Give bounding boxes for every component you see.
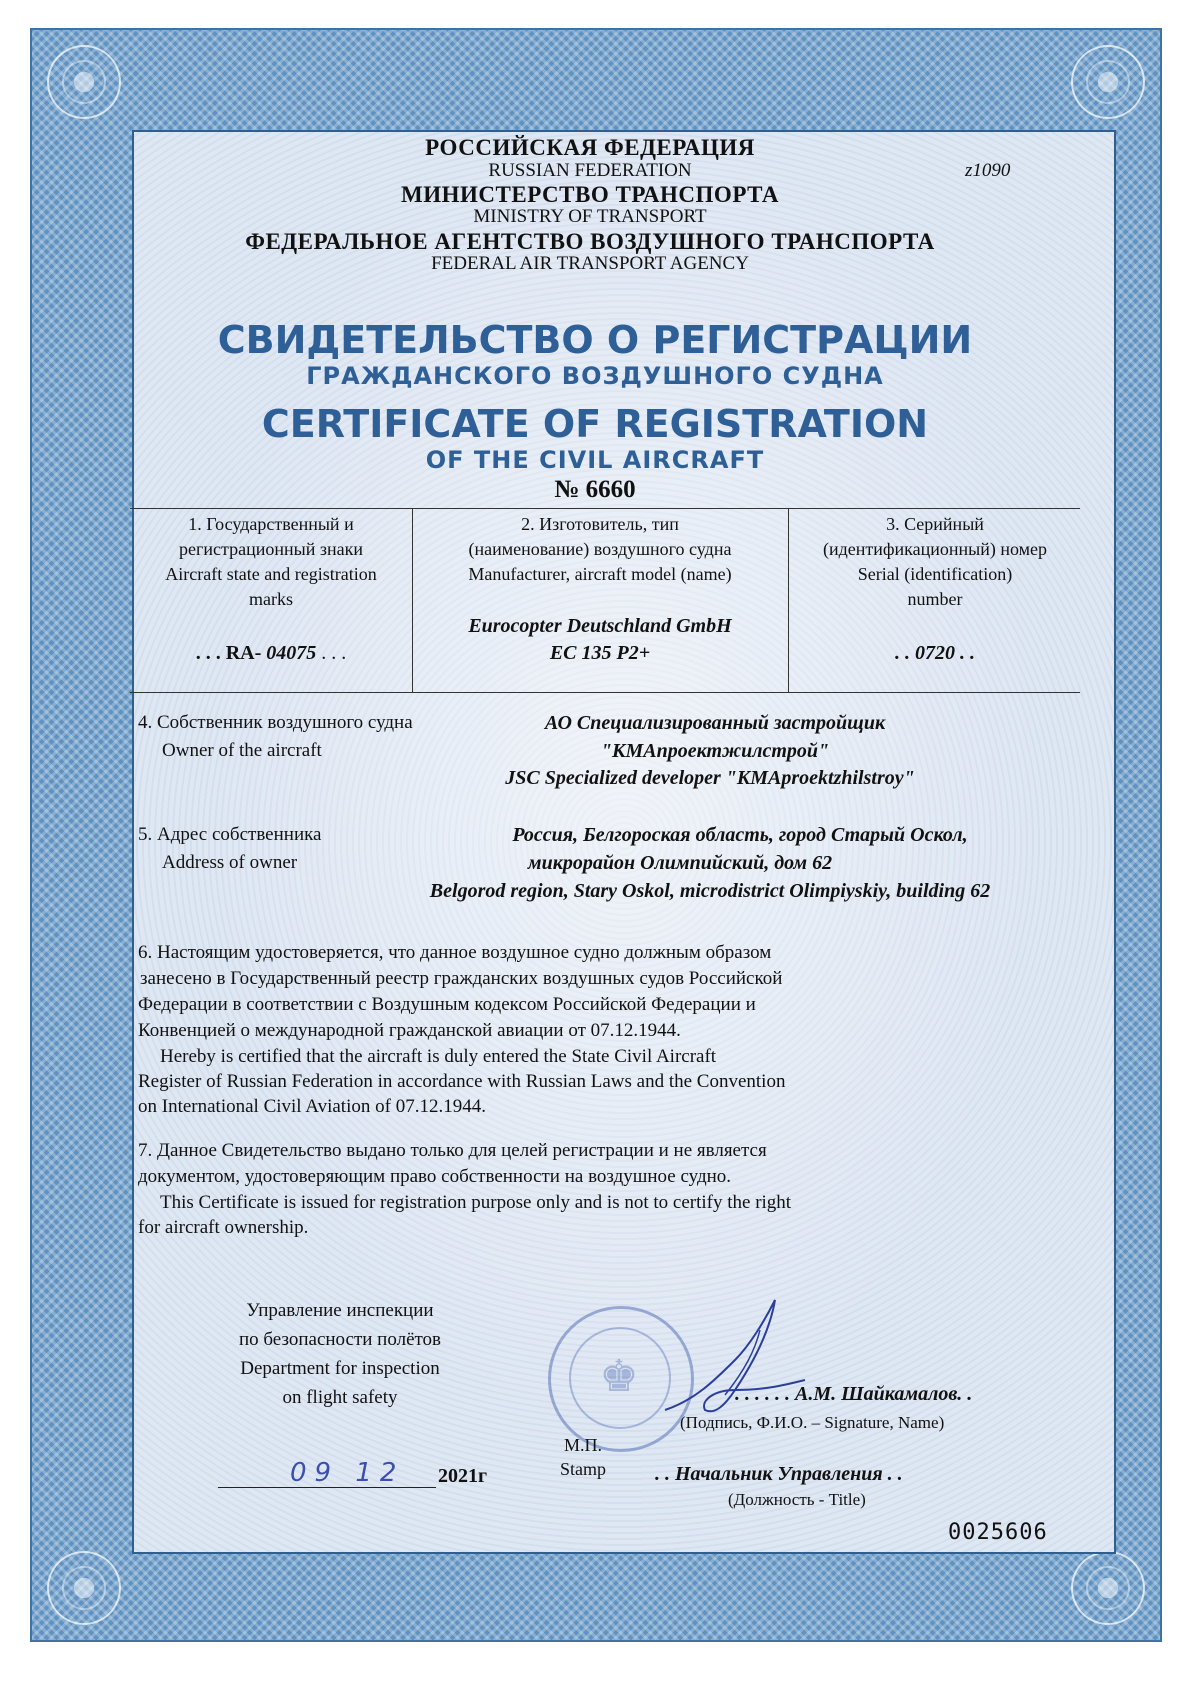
title-ru-line2: ГРАЖДАНСКОГО ВОЗДУШНОГО СУДНА [306,362,884,390]
owner-value-ru1: АО Специализированный застройщик [544,712,886,734]
header-agency-ru: ФЕДЕРАЛЬНОЕ АГЕНТСТВО ВОЗДУШНОГО ТРАНСПОРТА [245,229,935,254]
table-divider [788,508,789,693]
issue-date-handwritten: 09 12 [290,1458,405,1488]
owner-value-en: JSC Specialized developer "KMAproektzhilstroy" [505,767,915,789]
corner-ornament [47,45,121,119]
title-ru-line1: СВИДЕТЕЛЬСТВО О РЕГИСТРАЦИИ [217,318,973,362]
clause-7-en: This Certificate is issued for registration purpose only and is not to certify the right for aircraft ownership. [138,1192,792,1238]
signer-name: . . . . . . А.М. Шайкамалов. . [735,1383,973,1405]
corner-ornament [1071,45,1145,119]
table-top-line [130,508,1080,509]
header-ministry-en: MINISTRY OF TRANSPORT [473,206,707,227]
header-country-en: RUSSIAN FEDERATION [488,160,692,181]
title-en-line1: CERTIFICATE OF REGISTRATION [261,402,929,446]
col2-header: 2. Изготовитель, тип (наименование) воздушного судна Manufacturer, aircraft model (name) [468,514,732,584]
clause-6-en: Hereby is certified that the aircraft is duly entered the State Civil Aircraft Register of Russian Federation in accordance with Russian Laws and the Convention on International Civil Aviation of 07.12.1944. [138,1046,786,1117]
owner-value-ru2: "КМАпроектжилстрой" [600,740,830,762]
issue-date-year: 2021г [438,1465,488,1487]
col1-header: 1. Государственный и регистрационный знаки Aircraft state and registration marks [165,514,377,609]
header-ministry-ru: МИНИСТЕРСТВО ТРАНСПОРТА [401,182,779,207]
form-code: z1090 [965,160,1011,181]
manufacturer-value: Eurocopter Deutschland GmbH [468,615,732,637]
department-block: Управление инспекции по безопасности полётов Department for inspection on flight safety [238,1300,442,1408]
table-divider [412,508,413,693]
registration-mark-value: . . . RA- 04075 . . . [195,642,347,664]
owner-label-ru: 4. Собственник воздушного судна [138,712,413,733]
title-en-line2: OF THE CIVIL AIRCRAFT [425,446,765,474]
address-value-ru2: микрорайон Олимпийский, дом 62 [527,852,833,874]
corner-ornament [1071,1551,1145,1625]
header-country-ru: РОССИЙСКАЯ ФЕДЕРАЦИЯ [425,135,755,160]
clause-6-ru: 6. Настоящим удостоверяется, что данное воздушное судно должным образом занесено в Государственный реестр гражданских воздушных судов Российской Федерации в соответствии с Воздушным кодексом Российской Федерации и Конвенцией о международной гражданской авиации от 07.12.1944. [138,942,783,1041]
certificate-number: № 6660 [554,476,636,503]
eagle-emblem-icon: ♚ [599,1352,639,1401]
table-bottom-line [130,692,1080,693]
header-agency-en: FEDERAL AIR TRANSPORT AGENCY [431,253,749,274]
clause-7-ru: 7. Данное Свидетельство выдано только для целей регистрации и не является документом, удостоверяющим право собственности на воздушное судно. [138,1140,767,1187]
owner-label-en: Owner of the aircraft [162,740,322,761]
col3-header: 3. Серийный (идентификационный) номер Serial (identification) number [822,514,1048,609]
serial-number-value: . . 0720 . . [895,642,975,664]
address-value-ru1: Россия, Белгороская область, город Старый Оскол, [512,824,968,846]
blank-serial-number: 0025606 [948,1520,1048,1545]
stamp-label: М.П. Stamp [559,1435,606,1479]
corner-ornament [47,1551,121,1625]
aircraft-model-value: EC 135 P2+ [549,642,651,664]
signature-caption: (Подпись, Ф.И.О. – Signature, Name) [680,1413,945,1432]
title-caption: (Должность - Title) [728,1490,866,1509]
address-label-en: Address of owner [162,852,298,873]
address-label-ru: 5. Адрес собственника [138,824,322,845]
signer-title: . . Начальник Управления . . [655,1463,903,1485]
address-value-en: Belgorod region, Stary Oskol, microdistrict Olimpiyskiy, building 62 [429,880,991,902]
